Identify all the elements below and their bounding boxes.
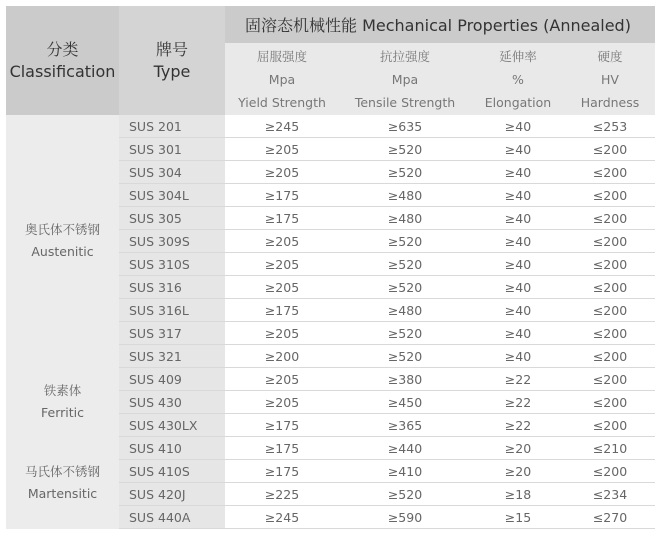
tensile-strength-cell: ≥440 xyxy=(339,437,471,460)
elongation-cell: ≥22 xyxy=(471,414,565,437)
type-header-cn: 牌号 xyxy=(155,39,188,59)
tensile-strength-cn: 抗拉强度 xyxy=(379,48,430,64)
type-cell: SUS 430 xyxy=(119,391,225,414)
type-cell: SUS 409 xyxy=(119,368,225,391)
tensile-strength-cell: ≥520 xyxy=(339,345,471,368)
classification-en: Austenitic xyxy=(31,244,94,260)
type-cell: SUS 316 xyxy=(119,276,225,299)
tensile-strength-cell: ≥520 xyxy=(339,483,471,506)
type-cell: SUS 410 xyxy=(119,437,225,460)
elongation-cell: ≥40 xyxy=(471,184,565,207)
elongation-cell: ≥40 xyxy=(471,322,565,345)
yield-strength-cell: ≥205 xyxy=(225,161,339,184)
hardness-en: Hardness xyxy=(580,94,640,110)
hardness-cell: ≤200 xyxy=(565,460,655,483)
hardness-cell: ≤200 xyxy=(565,161,655,184)
hardness-cell: ≤200 xyxy=(565,414,655,437)
table-body xyxy=(6,115,655,529)
classification-cell xyxy=(6,115,119,368)
tensile-strength-cell: ≥635 xyxy=(339,115,471,138)
hardness-cell: ≤200 xyxy=(565,345,655,368)
yield-strength-cell: ≥205 xyxy=(225,322,339,345)
elongation-cell: ≥40 xyxy=(471,299,565,322)
yield-strength-cell: ≥225 xyxy=(225,483,339,506)
type-cell: SUS 440A xyxy=(119,506,225,529)
tensile-strength-cell: ≥520 xyxy=(339,322,471,345)
yield-strength-cell: ≥205 xyxy=(225,368,339,391)
hardness-cell: ≤270 xyxy=(565,506,655,529)
elongation-cell: ≥40 xyxy=(471,276,565,299)
yield-strength-cell: ≥175 xyxy=(225,299,339,322)
classification-cn: 奥氏体不锈钢 xyxy=(24,222,100,238)
type-cell: SUS 304L xyxy=(119,184,225,207)
classification-en: Martensitic xyxy=(27,485,98,501)
type-cell: SUS 309S xyxy=(119,230,225,253)
hardness-cell: ≤253 xyxy=(565,115,655,138)
hardness-cell: ≤200 xyxy=(565,368,655,391)
elongation-cell: ≥40 xyxy=(471,230,565,253)
yield-strength-header xyxy=(225,43,339,115)
classification-cn: 铁素体 xyxy=(43,383,82,398)
tensile-strength-cell: ≥520 xyxy=(339,161,471,184)
hardness-cell: ≤200 xyxy=(565,322,655,345)
yield-strength-cell: ≥245 xyxy=(225,506,339,529)
yield-strength-cell: ≥205 xyxy=(225,230,339,253)
type-cell: SUS 321 xyxy=(119,345,225,368)
yield-strength-cn: 屈服强度 xyxy=(256,48,307,64)
tensile-strength-cell: ≥520 xyxy=(339,253,471,276)
tensile-strength-cell: ≥520 xyxy=(339,276,471,299)
yield-strength-cell: ≥200 xyxy=(225,345,339,368)
elongation-cell: ≥40 xyxy=(471,115,565,138)
tensile-strength-cell: ≥380 xyxy=(339,368,471,391)
yield-strength-cell: ≥175 xyxy=(225,414,339,437)
type-cell: SUS 316L xyxy=(119,299,225,322)
hardness-cn: 硬度 xyxy=(597,48,623,64)
hardness-cell: ≤234 xyxy=(565,483,655,506)
yield-strength-cell: ≥175 xyxy=(225,184,339,207)
yield-strength-cell: ≥245 xyxy=(225,115,339,138)
hardness-cell: ≤200 xyxy=(565,138,655,161)
type-cell: SUS 317 xyxy=(119,322,225,345)
elongation-cell: ≥40 xyxy=(471,253,565,276)
hardness-cell: ≤200 xyxy=(565,391,655,414)
type-header xyxy=(119,6,225,115)
hardness-cell: ≤200 xyxy=(565,276,655,299)
elongation-unit: % xyxy=(512,71,524,87)
mechanical-properties-table xyxy=(6,6,655,529)
tensile-strength-cell: ≥480 xyxy=(339,207,471,230)
elongation-cell: ≥40 xyxy=(471,138,565,161)
tensile-strength-cell: ≥520 xyxy=(339,230,471,253)
tensile-strength-unit: Mpa xyxy=(391,71,419,87)
tensile-strength-cell: ≥450 xyxy=(339,391,471,414)
yield-strength-cell: ≥175 xyxy=(225,460,339,483)
elongation-cell: ≥20 xyxy=(471,437,565,460)
classification-cell xyxy=(6,368,119,437)
classification-cn: 马氏体不锈钢 xyxy=(24,463,100,479)
type-cell: SUS 420J xyxy=(119,483,225,506)
elongation-header xyxy=(471,43,565,115)
tensile-strength-cell: ≥480 xyxy=(339,299,471,322)
hardness-cell: ≤200 xyxy=(565,230,655,253)
elongation-cell: ≥22 xyxy=(471,391,565,414)
yield-strength-en: Yield Strength xyxy=(238,94,326,110)
tensile-strength-header xyxy=(339,43,471,115)
type-cell: SUS 410S xyxy=(119,460,225,483)
yield-strength-unit: Mpa xyxy=(268,71,296,87)
table-header xyxy=(6,6,655,115)
tensile-strength-cell: ≥520 xyxy=(339,138,471,161)
elongation-cell: ≥40 xyxy=(471,345,565,368)
elongation-cell: ≥20 xyxy=(471,460,565,483)
hardness-cell: ≤200 xyxy=(565,184,655,207)
table-row xyxy=(6,437,655,460)
type-cell: SUS 304 xyxy=(119,161,225,184)
tensile-strength-cell: ≥410 xyxy=(339,460,471,483)
elongation-cell: ≥18 xyxy=(471,483,565,506)
elongation-cell: ≥15 xyxy=(471,506,565,529)
hardness-cell: ≤210 xyxy=(565,437,655,460)
hardness-cell: ≤200 xyxy=(565,207,655,230)
hardness-cell: ≤200 xyxy=(565,253,655,276)
yield-strength-cell: ≥205 xyxy=(225,391,339,414)
type-cell: SUS 201 xyxy=(119,115,225,138)
elongation-cell: ≥40 xyxy=(471,161,565,184)
elongation-cell: ≥40 xyxy=(471,207,565,230)
type-cell: SUS 305 xyxy=(119,207,225,230)
table-row xyxy=(6,115,655,138)
hardness-header xyxy=(565,43,655,115)
classification-header xyxy=(6,6,119,115)
mechanical-properties-title: 固溶态机械性能 Mechanical Properties (Annealed) xyxy=(225,6,655,43)
tensile-strength-cell: ≥590 xyxy=(339,506,471,529)
yield-strength-cell: ≥205 xyxy=(225,276,339,299)
classification-en: Ferritic xyxy=(41,405,84,420)
classification-header-en: Classification xyxy=(9,61,116,81)
type-header-en: Type xyxy=(153,61,191,81)
tensile-strength-en: Tensile Strength xyxy=(354,94,456,110)
tensile-strength-cell: ≥480 xyxy=(339,184,471,207)
elongation-cn: 延伸率 xyxy=(499,48,537,64)
type-cell: SUS 430LX xyxy=(119,414,225,437)
yield-strength-cell: ≥205 xyxy=(225,138,339,161)
table-row xyxy=(6,368,655,391)
hardness-cell: ≤200 xyxy=(565,299,655,322)
type-cell: SUS 310S xyxy=(119,253,225,276)
yield-strength-cell: ≥175 xyxy=(225,207,339,230)
type-cell: SUS 301 xyxy=(119,138,225,161)
elongation-en: Elongation xyxy=(484,94,552,110)
elongation-cell: ≥22 xyxy=(471,368,565,391)
yield-strength-cell: ≥175 xyxy=(225,437,339,460)
classification-cell xyxy=(6,437,119,529)
hardness-unit: HV xyxy=(601,71,619,87)
classification-header-cn: 分类 xyxy=(46,39,79,59)
tensile-strength-cell: ≥365 xyxy=(339,414,471,437)
yield-strength-cell: ≥205 xyxy=(225,253,339,276)
